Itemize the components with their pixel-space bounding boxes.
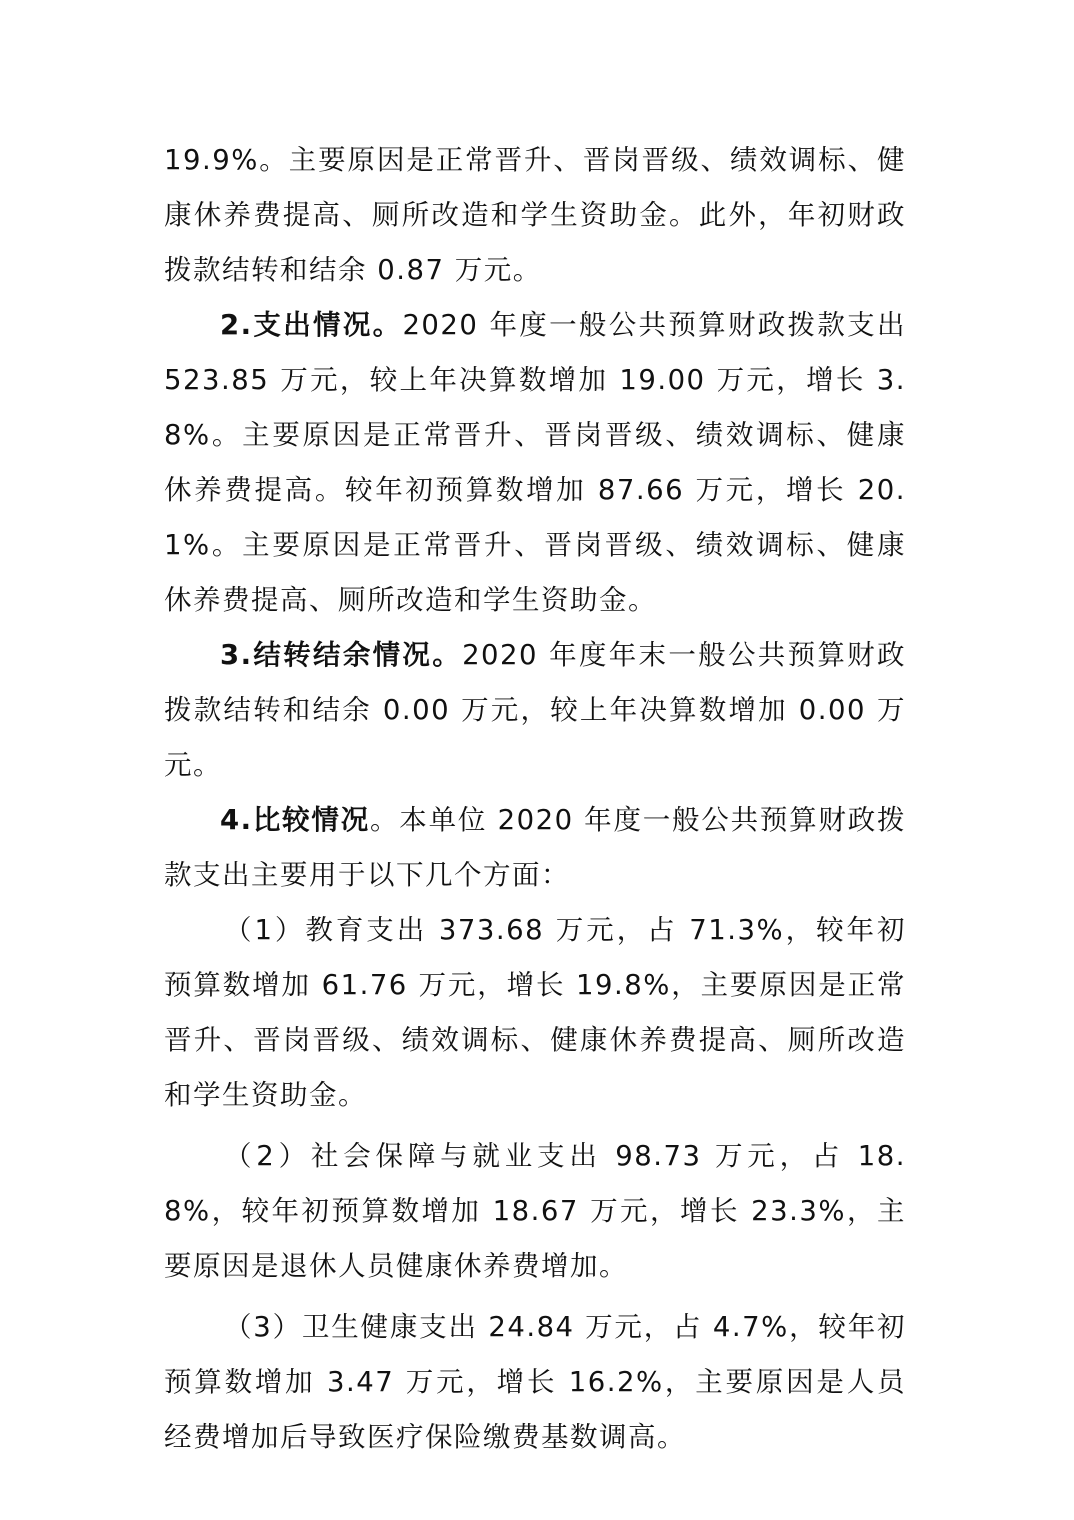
paragraph-item-health — [164, 1300, 906, 1465]
paragraph-text: （3）卫生健康支出 24.84 万元，占 4.7%，较年初预算数增加 3.47 万元，增长 16.2%，主要原因是人员经费增加后导致医疗保险缴费基数调高。 — [164, 1311, 906, 1453]
paragraph-comparison — [164, 793, 906, 903]
paragraph-text: （2）社会保障与就业支出 98.73 万元，占 18.8%，较年初预算数增加 18.67 万元，增长 23.3%，主要原因是退休人员健康休养费增加。 — [164, 1140, 906, 1282]
document-page — [164, 133, 906, 1465]
paragraph-income-continuation — [164, 133, 906, 298]
paragraph-text: 2020 年度年末一般公共预算财政拨款结转和结余 0.00 万元，较上年决算数增加 0.00 万元。 — [164, 639, 906, 781]
paragraph-item-social-security — [164, 1129, 906, 1294]
paragraph-text: （1）教育支出 373.68 万元，占 71.3%，较年初预算数增加 61.76 万元，增长 19.8%，主要原因是正常晋升、晋岗晋级、绩效调标、健康休养费提高、厕所改造和学生资助金。 — [164, 914, 906, 1111]
paragraph-text: 。本单位 2020 年度一般公共预算财政拨款支出主要用于以下几个方面： — [164, 804, 906, 891]
paragraph-text: 2020 年度一般公共预算财政拨款支出 523.85 万元，较上年决算数增加 19.00 万元，增长 3.8%。主要原因是正常晋升、晋岗晋级、绩效调标、健康休养费提高。较年初预算数增加 87.66 万元，增长 20.1%。主要原因是正常晋升、晋岗晋级、绩效调标、健康休养费提高、厕所改造和学生资助金。 — [164, 309, 906, 616]
section-heading-comparison: 4.比较情况 — [220, 804, 370, 836]
section-heading-expenditure: 2.支出情况。 — [220, 309, 403, 341]
paragraph-carryover — [164, 628, 906, 793]
section-heading-carryover: 3.结转结余情况。 — [220, 639, 463, 671]
paragraph-text: 19.9%。主要原因是正常晋升、晋岗晋级、绩效调标、健康休养费提高、厕所改造和学生资助金。此外，年初财政拨款结转和结余 0.87 万元。 — [164, 144, 906, 286]
paragraph-expenditure — [164, 298, 906, 628]
paragraph-item-education — [164, 903, 906, 1123]
